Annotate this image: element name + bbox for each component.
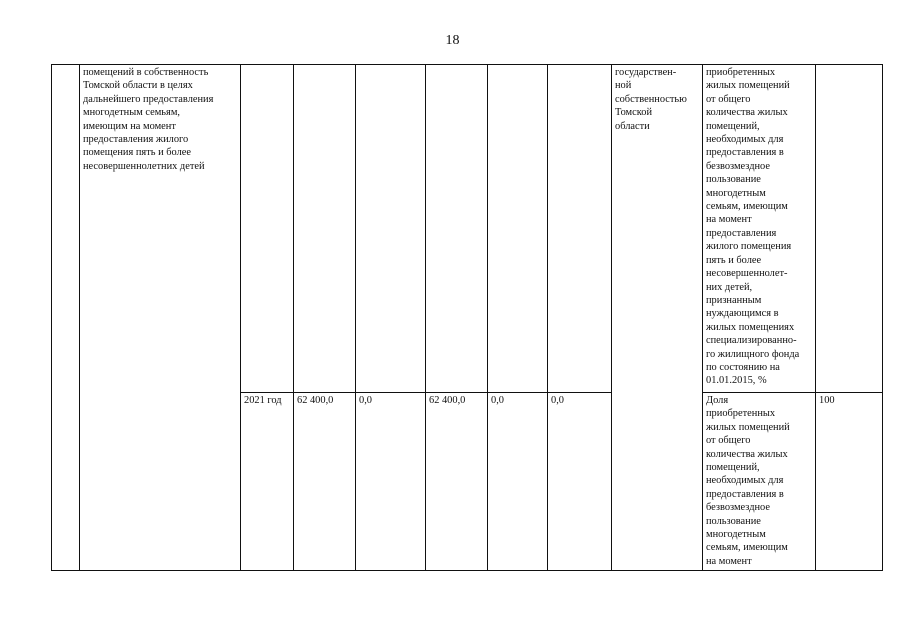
federal-budget-cell	[356, 65, 426, 393]
federal-budget-cell	[356, 393, 426, 571]
indicator-text: приобретенных жилых помещений от общего количества жилых помещений, необходимых для предоставления в безвозмездное пользование многодетным семьям, имеющим на момент предоставления жилого помещения пять и более несовершеннолет- них детей, признанным нуждающимся в жилых помещениях специализированно- го жилищного фонда по состоянию на 01.01.2015, %	[706, 67, 800, 387]
year-cell	[241, 393, 294, 571]
indicator-value: 100	[819, 395, 835, 406]
program-table	[51, 64, 883, 571]
indicator-value-cell	[816, 393, 883, 571]
row-number-cell	[52, 65, 80, 571]
regional-budget-cell	[426, 393, 488, 571]
local-budget-cell	[488, 65, 548, 393]
indicator-value-cell	[816, 65, 883, 393]
table-row	[52, 65, 883, 393]
year-text: 2021 год	[244, 395, 282, 406]
regional-budget-cell	[426, 65, 488, 393]
federal-budget-value: 0,0	[359, 395, 372, 406]
other-sources-cell	[548, 65, 612, 393]
local-budget-cell	[488, 393, 548, 571]
indicator-cell	[703, 393, 816, 571]
executor-text: государствен- ной собственностью Томской области	[615, 67, 687, 132]
page-number: 18	[445, 33, 460, 48]
measure-name-cell	[80, 65, 241, 571]
regional-budget-value: 62 400,0	[429, 395, 466, 406]
year-cell	[241, 65, 294, 393]
other-sources-cell	[548, 393, 612, 571]
total-cell	[294, 393, 356, 571]
indicator-text: Доля приобретенных жилых помещений от общего количества жилых помещений, необходимых для предоставления в безвозмездное пользование многодетным семьям, имеющим на момент	[706, 395, 790, 567]
total-value: 62 400,0	[297, 395, 334, 406]
executor-cell	[612, 65, 703, 571]
indicator-cell	[703, 65, 816, 393]
measure-name-text: помещений в собственность Томской области в целях дальнейшего предоставления многодетным семьям, имеющим на момент предоставления жилого помещения пять и более несовершеннолетних детей	[83, 67, 214, 172]
local-budget-value: 0,0	[491, 395, 504, 406]
other-sources-value: 0,0	[551, 395, 564, 406]
total-cell	[294, 65, 356, 393]
